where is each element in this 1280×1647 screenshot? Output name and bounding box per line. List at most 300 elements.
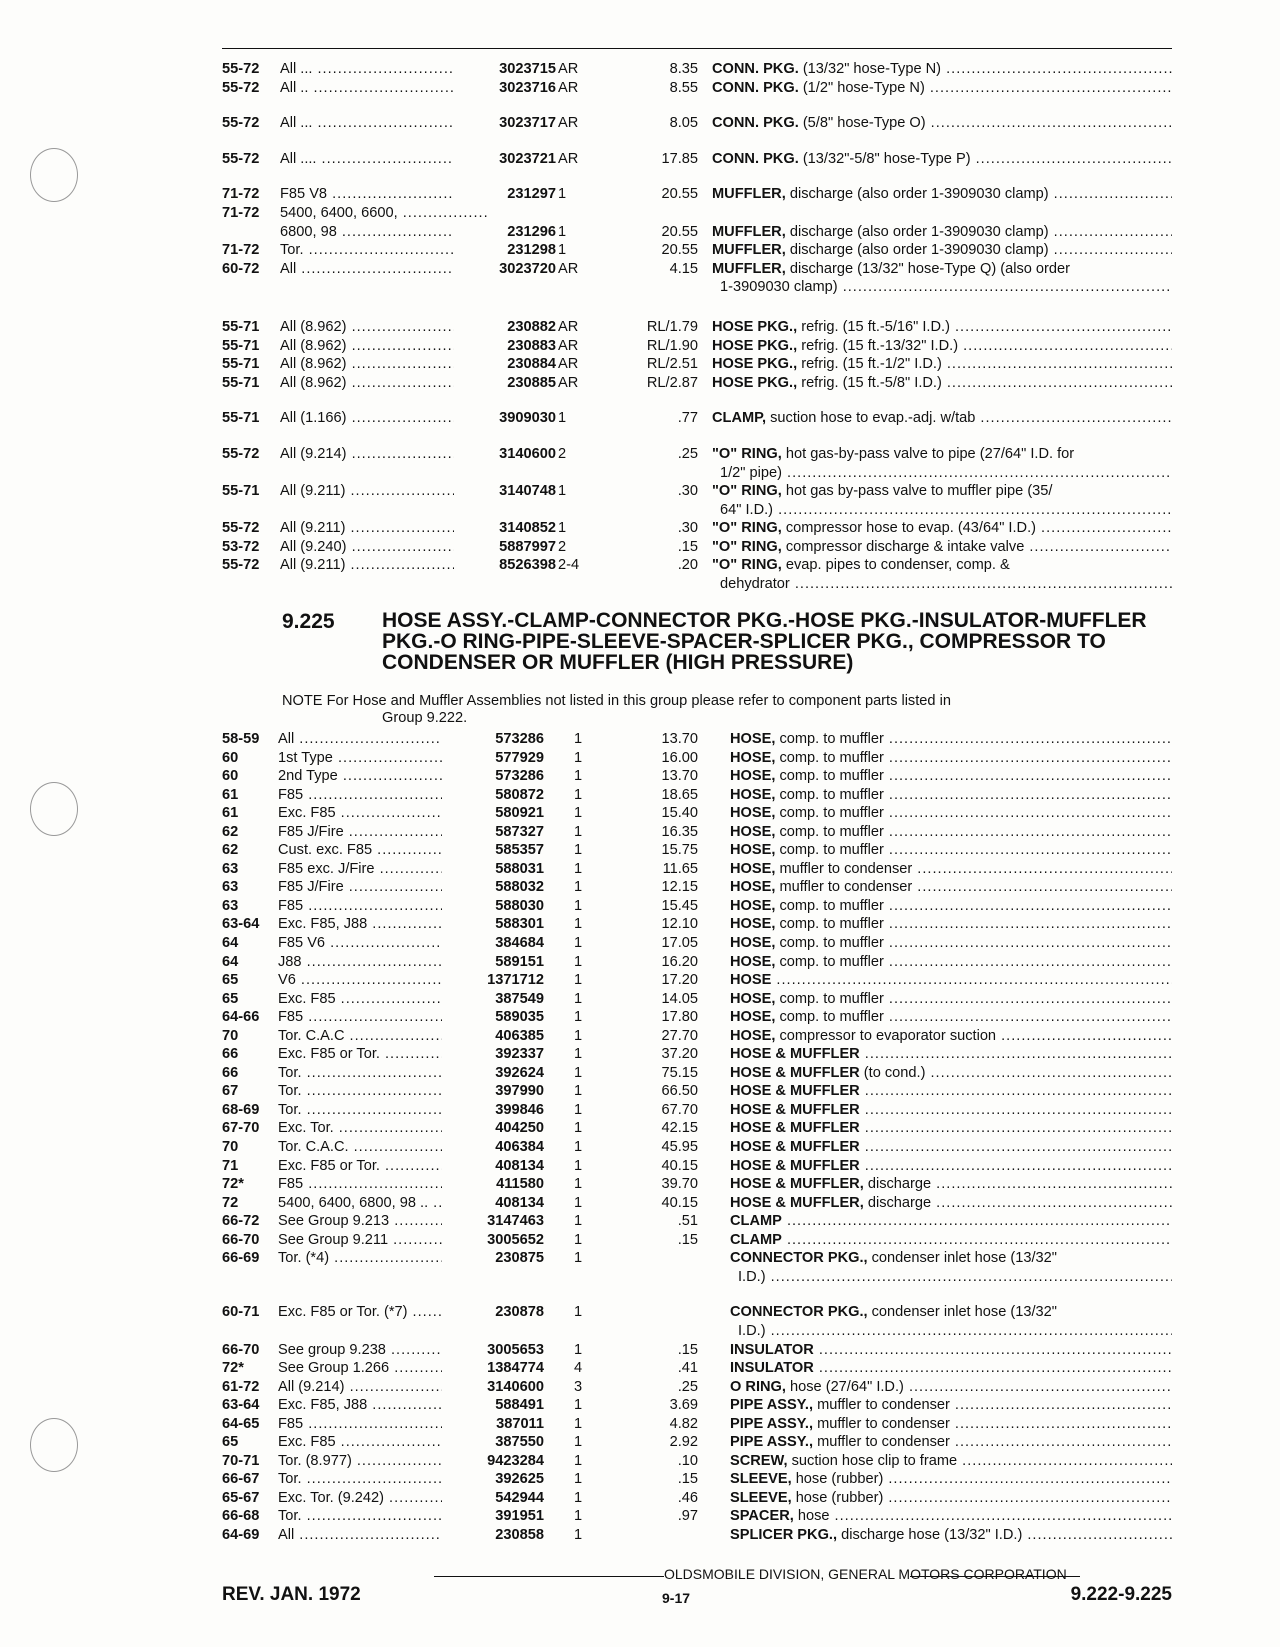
part-number: 408134 [442, 1194, 544, 1213]
table-row [222, 730, 1172, 749]
item-name: HOSE, [730, 749, 776, 766]
description [730, 1359, 1172, 1378]
model-year: 66-70 [222, 1231, 260, 1248]
description [730, 1175, 1172, 1194]
part-number: 230858 [442, 1526, 544, 1545]
table-row [222, 318, 1172, 337]
model: F85 V8 ..... [280, 185, 488, 204]
description [730, 1212, 1172, 1231]
item-detail: (13/32" hose-Type N) [798, 61, 942, 77]
model-year: 66-69 [222, 1250, 260, 1267]
table-row [222, 355, 1172, 374]
item-detail: hot gas by-pass valve to muffler pipe (35/ [781, 483, 1053, 500]
description [730, 953, 1172, 972]
part-number: 8526398 [454, 556, 556, 575]
item-detail: (1/2" hose-Type N) [798, 79, 925, 96]
item-name: HOSE & MUFFLER [730, 1101, 860, 1118]
item-detail: (13/32"-5/8" hose-Type P) [798, 150, 971, 167]
description [712, 409, 1172, 428]
item-name: CONNECTOR PKG., [730, 1250, 868, 1267]
item-detail: comp. to muffler [775, 768, 884, 785]
model-year: 63 [222, 860, 239, 877]
item-name: HOSE, [730, 953, 776, 970]
item-detail: hose [793, 1508, 830, 1525]
model-year: 65 [222, 972, 239, 989]
table-row [222, 1027, 1172, 1046]
model: 6800, 98 ..... [280, 223, 488, 242]
model-year: 65-67 [222, 1489, 260, 1506]
table-row-continued [222, 575, 1172, 594]
model-year: 65 [222, 990, 239, 1007]
quantity: AR [558, 150, 579, 167]
item-name: CONN. PKG. [712, 61, 799, 77]
page-number: 9-17 [662, 1590, 691, 1606]
item-detail: evap. pipes to condenser, comp. & [781, 557, 1010, 574]
model: Tor. (*4) ..... [278, 1249, 478, 1268]
model-year: 70 [222, 1027, 239, 1044]
price: .46 [677, 1489, 698, 1506]
quantity: 1 [574, 1064, 583, 1081]
table-row [222, 1249, 1172, 1268]
parts-table-lower [222, 730, 1172, 1545]
part-number: 3023721 [454, 150, 556, 169]
model-year: 63-64 [222, 1397, 260, 1414]
item-name: SCREW, [730, 1452, 788, 1469]
part-number: 397990 [442, 1082, 544, 1101]
quantity: 1 [574, 805, 583, 822]
price: .15 [677, 1471, 698, 1488]
quantity: 1 [574, 1526, 583, 1543]
table-row [222, 804, 1172, 823]
description [712, 79, 1172, 98]
model: Cust. exc. F85 ..... [278, 841, 478, 860]
item-name: HOSE & MUFFLER [730, 1139, 860, 1156]
item-name: HOSE, [730, 786, 776, 803]
quantity: 1 [574, 1120, 583, 1137]
item-name: HOSE, [730, 805, 776, 822]
description [730, 1526, 1172, 1545]
quantity: 1 [574, 749, 583, 766]
model: All ... ..... [280, 114, 488, 133]
model-year: 61 [222, 786, 239, 803]
part-number: 1384774 [442, 1359, 544, 1378]
model: Tor. ..... [278, 1470, 478, 1489]
table-row [222, 1359, 1172, 1378]
item-detail: comp. to muffler [775, 842, 884, 859]
quantity: 1 [574, 953, 583, 970]
model-year: 63-64 [222, 916, 260, 933]
quantity: 1 [574, 731, 583, 747]
price: .25 [677, 1378, 698, 1395]
description [730, 1231, 1172, 1250]
quantity: 1 [574, 1194, 583, 1211]
model-year: 67 [222, 1083, 239, 1100]
part-number: 580921 [442, 804, 544, 823]
model: All ..... [278, 1526, 478, 1545]
table-row [222, 990, 1172, 1009]
item-detail: comp. to muffler [775, 935, 884, 952]
item-name: HOSE [730, 972, 772, 989]
price: 14.05 [661, 990, 698, 1007]
quantity: AR [558, 337, 579, 354]
description [712, 60, 1172, 79]
part-number: 231298 [454, 241, 556, 260]
price: 75.15 [661, 1064, 698, 1081]
punch-hole-top [30, 148, 78, 202]
model: Tor. C.A.C ..... [278, 1027, 478, 1046]
item-detail: compressor to evaporator suction [775, 1027, 997, 1044]
item-detail: compressor hose to evap. (43/64" I.D.) [781, 520, 1036, 537]
price: 42.15 [661, 1120, 698, 1137]
table-row [222, 204, 1172, 223]
model-year: 68-69 [222, 1101, 260, 1118]
description-continued: I.D.) ..... [738, 1322, 1172, 1341]
model-year: 66-72 [222, 1213, 260, 1230]
model: Exc. F85 ..... [278, 1433, 478, 1452]
description-continued: I.D.) ..... [738, 1268, 1172, 1287]
model-year: 55-72 [222, 61, 260, 77]
table-row [222, 749, 1172, 768]
quantity: AR [558, 356, 579, 373]
quantity: 1 [574, 823, 583, 840]
item-name: SPACER, [730, 1508, 794, 1525]
part-number: 230875 [442, 1249, 544, 1268]
part-number: 9423284 [442, 1452, 544, 1471]
item-detail: comp. to muffler [775, 916, 884, 933]
price: 16.00 [661, 749, 698, 766]
item-name: CONN. PKG. [712, 79, 799, 96]
model-year: 55-72 [222, 557, 260, 574]
model: Tor. ..... [278, 1101, 478, 1120]
model-year: 71-72 [222, 186, 260, 203]
item-name: HOSE, [730, 897, 776, 914]
price: 67.70 [661, 1101, 698, 1118]
part-number: 588491 [442, 1396, 544, 1415]
model: Exc. F85 ..... [278, 804, 478, 823]
table-row [222, 1119, 1172, 1138]
price: RL/2.51 [646, 356, 698, 373]
part-number: 3140748 [454, 482, 556, 501]
model: Tor. ..... [278, 1507, 478, 1526]
model-year: 71 [222, 1157, 239, 1174]
price: 12.10 [661, 916, 698, 933]
model-year: 60 [222, 768, 239, 785]
price: 2.92 [669, 1434, 698, 1451]
description [730, 730, 1172, 749]
price: 20.55 [661, 186, 698, 203]
description [730, 1138, 1172, 1157]
price: 40.15 [661, 1157, 698, 1174]
model-year: 63 [222, 897, 239, 914]
price: 16.20 [661, 953, 698, 970]
model: J88 ..... [278, 953, 478, 972]
table-row [222, 878, 1172, 897]
model-year: 71-72 [222, 204, 260, 221]
quantity: 1 [574, 842, 583, 859]
model: F85 exc. J/Fire ..... [278, 860, 478, 879]
model: 1st Type ..... [278, 749, 478, 768]
description [730, 1249, 1172, 1268]
price: 37.20 [661, 1046, 698, 1063]
model: See group 9.238 ..... [278, 1341, 478, 1360]
table-row [222, 1157, 1172, 1176]
item-detail: condenser inlet hose (13/32" [867, 1304, 1057, 1321]
item-detail: hose (rubber) [791, 1489, 884, 1506]
table-row [222, 1138, 1172, 1157]
item-name: CLAMP, [712, 410, 767, 427]
section-number: 9.225 [282, 610, 335, 633]
model-year: 72* [222, 1360, 244, 1377]
part-number: 3140600 [454, 445, 556, 464]
item-detail: comp. to muffler [775, 1009, 884, 1026]
description [730, 860, 1172, 879]
item-detail: comp. to muffler [775, 823, 884, 840]
quantity: 1 [574, 860, 583, 877]
description [730, 1303, 1172, 1322]
item-detail: discharge hose (13/32" I.D.) [837, 1526, 1023, 1543]
quantity: AR [558, 260, 579, 277]
table-row [222, 1101, 1172, 1120]
model: All (8.962) ..... [280, 374, 488, 393]
quantity: 1 [574, 879, 583, 896]
description [730, 767, 1172, 786]
quantity: 1 [574, 1508, 583, 1525]
model-year: 62 [222, 842, 239, 859]
quantity: 1 [558, 242, 567, 259]
price: 4.82 [669, 1415, 698, 1432]
table-row [222, 114, 1172, 133]
description [730, 1008, 1172, 1027]
quantity: 1 [574, 1471, 583, 1488]
quantity: 1 [574, 1489, 583, 1506]
price: 3.69 [669, 1397, 698, 1414]
price: 13.70 [661, 768, 698, 785]
item-name: O RING, [730, 1378, 786, 1395]
price: 11.65 [662, 860, 698, 877]
item-name: HOSE PKG., [712, 356, 798, 373]
model: Tor. ..... [278, 1064, 478, 1083]
quantity: AR [558, 115, 579, 132]
model-year: 67-70 [222, 1120, 260, 1137]
price: 18.65 [661, 786, 698, 803]
part-number: 387549 [442, 990, 544, 1009]
table-row [222, 953, 1172, 972]
item-name: HOSE & MUFFLER [730, 1046, 860, 1063]
item-detail: discharge (13/32" hose-Type Q) (also order [785, 260, 1071, 277]
punch-hole-middle [30, 782, 78, 836]
part-number: 408134 [442, 1157, 544, 1176]
model-year: 55-72 [222, 115, 260, 132]
item-name: HOSE & MUFFLER, [730, 1194, 864, 1211]
item-name: HOSE, [730, 916, 776, 933]
table-row [222, 1378, 1172, 1397]
part-number: 3140852 [454, 519, 556, 538]
table-row [222, 185, 1172, 204]
model: 2nd Type ..... [278, 767, 478, 786]
model-year: 66 [222, 1064, 239, 1081]
price: .20 [677, 557, 698, 574]
footer-corporation: OLDSMOBILE DIVISION, GENERAL MOTORS CORPORATION [664, 1566, 1067, 1582]
quantity: 1 [558, 410, 567, 427]
table-row [222, 1489, 1172, 1508]
table-row [222, 1452, 1172, 1471]
description [730, 897, 1172, 916]
item-name: HOSE, [730, 860, 776, 877]
part-number: 231297 [454, 185, 556, 204]
table-row [222, 337, 1172, 356]
price: 27.70 [661, 1027, 698, 1044]
item-detail: comp. to muffler [775, 897, 884, 914]
description [730, 1433, 1172, 1452]
price: .25 [677, 445, 698, 462]
model-year: 55-71 [222, 410, 260, 427]
quantity: 1 [574, 1009, 583, 1026]
item-name: HOSE, [730, 990, 776, 1007]
model: Tor. (8.977) ..... [278, 1452, 478, 1471]
price: 8.35 [669, 61, 698, 77]
model: 5400, 6400, 6800, 98 .. ..... [278, 1194, 478, 1213]
part-number: 392624 [442, 1064, 544, 1083]
part-number: 3140600 [442, 1378, 544, 1397]
item-name: HOSE & MUFFLER [730, 1083, 860, 1100]
quantity: 1 [574, 1452, 583, 1469]
description-continued: dehydrator ..... [720, 575, 1172, 594]
table-row [222, 1396, 1172, 1415]
price: .77 [677, 410, 698, 427]
model-year: 66 [222, 1046, 239, 1063]
description [730, 1341, 1172, 1360]
table-row [222, 79, 1172, 98]
description [730, 915, 1172, 934]
item-name: SLEEVE, [730, 1471, 792, 1488]
quantity: 1 [574, 1304, 583, 1321]
item-name: SLEEVE, [730, 1489, 792, 1506]
quantity: 1 [558, 223, 567, 240]
model: See Group 9.213 ..... [278, 1212, 478, 1231]
part-number: 588030 [442, 897, 544, 916]
item-detail: muffler to condenser [813, 1397, 950, 1414]
item-detail: discharge [863, 1176, 932, 1193]
part-number: 588301 [442, 915, 544, 934]
model: All (9.211) ..... [280, 519, 488, 538]
item-detail: muffler to condenser [813, 1434, 950, 1451]
table-row [222, 860, 1172, 879]
description [712, 538, 1172, 557]
item-name: HOSE, [730, 879, 776, 896]
price: .15 [677, 1341, 698, 1358]
model: All .. ..... [280, 79, 488, 98]
section-note-continued: Group 9.222. [382, 710, 468, 726]
part-number: 230878 [442, 1303, 544, 1322]
model-year: 55-71 [222, 337, 260, 354]
quantity: 2 [558, 538, 567, 555]
part-number: 3005653 [442, 1341, 544, 1360]
quantity: 1 [574, 768, 583, 785]
model-year: 61 [222, 805, 239, 822]
item-detail: suction hose clip to frame [787, 1452, 958, 1469]
table-row [222, 1303, 1172, 1322]
table-row [222, 1175, 1172, 1194]
quantity: 1 [574, 1027, 583, 1044]
model-year: 66-68 [222, 1508, 260, 1525]
price: 12.15 [661, 879, 698, 896]
table-row [222, 971, 1172, 990]
quantity: 2 [558, 445, 567, 462]
table-row [222, 1415, 1172, 1434]
table-row [222, 897, 1172, 916]
model-year: 64 [222, 953, 239, 970]
item-detail: muffler to condenser [813, 1415, 950, 1432]
description [712, 318, 1172, 337]
part-number: 3023716 [454, 79, 556, 98]
table-row [222, 374, 1172, 393]
description [730, 749, 1172, 768]
table-row [222, 1231, 1172, 1250]
model: F85 J/Fire ..... [278, 878, 478, 897]
table-row [222, 934, 1172, 953]
item-name: HOSE & MUFFLER, [730, 1176, 864, 1193]
model: All (9.214) ..... [280, 445, 488, 464]
model: All (8.962) ..... [280, 318, 488, 337]
price: 4.15 [669, 260, 698, 277]
quantity: AR [558, 79, 579, 96]
price: .97 [677, 1508, 698, 1525]
price: 8.55 [669, 79, 698, 96]
model-year: 60 [222, 749, 239, 766]
part-number: 573286 [442, 730, 544, 749]
price: 15.45 [661, 897, 698, 914]
description [712, 185, 1172, 204]
item-detail: (5/8" hose-Type O) [798, 115, 926, 132]
model: F85 ..... [278, 1415, 478, 1434]
model-year: 64-66 [222, 1009, 260, 1026]
description [730, 1064, 1172, 1083]
price: .10 [677, 1452, 698, 1469]
quantity: 1 [574, 1434, 583, 1451]
price: .51 [677, 1213, 698, 1230]
description [730, 1396, 1172, 1415]
part-number: 230882 [454, 318, 556, 337]
table-row-continued [222, 464, 1172, 483]
part-number: 3023715 [454, 60, 556, 79]
item-detail: condenser inlet hose (13/32" [867, 1250, 1057, 1267]
price: .15 [677, 1231, 698, 1248]
item-name: HOSE & MUFFLER [730, 1120, 860, 1137]
quantity: 3 [574, 1378, 583, 1395]
part-number: 542944 [442, 1489, 544, 1508]
price: 15.75 [661, 842, 698, 859]
description [712, 556, 1172, 575]
model: F85 ..... [278, 1175, 478, 1194]
model: All (8.962) ..... [280, 355, 488, 374]
model-year: 55-72 [222, 150, 260, 167]
description [730, 878, 1172, 897]
table-row [222, 1433, 1172, 1452]
quantity: AR [558, 374, 579, 391]
quantity: 1 [558, 520, 567, 537]
description [730, 1470, 1172, 1489]
item-name: HOSE & MUFFLER [730, 1157, 860, 1174]
model: V6 ..... [278, 971, 478, 990]
part-number: 384684 [442, 934, 544, 953]
part-number: 392625 [442, 1470, 544, 1489]
table-row [222, 1194, 1172, 1213]
model: All (9.240) ..... [280, 538, 488, 557]
item-detail: comp. to muffler [775, 749, 884, 766]
part-number: 411580 [442, 1175, 544, 1194]
quantity: 1 [558, 186, 567, 203]
quantity: 2-4 [558, 557, 580, 574]
